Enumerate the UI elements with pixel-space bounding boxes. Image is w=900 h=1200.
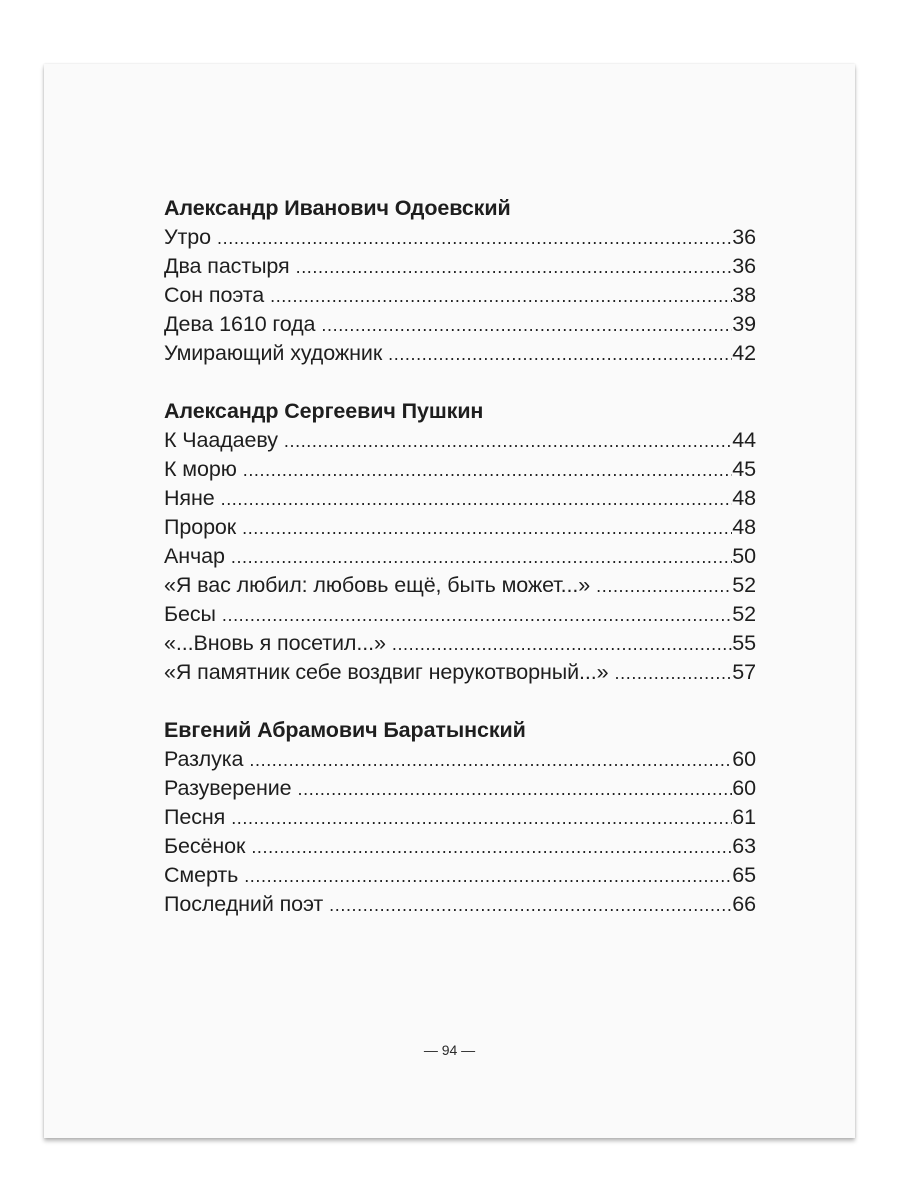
entry-page: 57 <box>732 660 756 684</box>
entry-page: 63 <box>732 834 756 858</box>
entry-title: К морю <box>164 457 237 481</box>
entry-title: Бесёнок <box>164 834 246 858</box>
toc-section-pushkin <box>164 397 756 687</box>
dot-leader <box>284 427 732 456</box>
entry-page: 36 <box>732 225 756 249</box>
toc-entry <box>164 774 756 803</box>
author-heading: Александр Иванович Одоевский <box>164 196 511 220</box>
toc-entry <box>164 890 756 919</box>
page-number: — 94 — <box>423 1042 476 1058</box>
toc-entry <box>164 629 756 658</box>
toc-entry <box>164 455 756 484</box>
entry-page: 50 <box>732 544 756 568</box>
dot-leader <box>298 775 733 804</box>
dot-leader <box>231 804 732 833</box>
toc-entry <box>164 600 756 629</box>
entry-page: 52 <box>732 602 756 626</box>
entry-title: Сон поэта <box>164 283 265 307</box>
entry-page: 60 <box>732 776 756 800</box>
dot-leader <box>392 630 732 659</box>
toc-entry <box>164 310 756 339</box>
entry-page: 60 <box>732 747 756 771</box>
dot-leader <box>217 224 732 253</box>
entry-page: 38 <box>732 283 756 307</box>
toc-entry <box>164 513 756 542</box>
toc-entry <box>164 832 756 861</box>
toc-entry <box>164 803 756 832</box>
toc-entry <box>164 745 756 774</box>
author-heading: Евгений Абрамович Баратынский <box>164 718 526 742</box>
toc-entry <box>164 571 756 600</box>
entry-title: Пророк <box>164 515 237 539</box>
entry-title: Анчар <box>164 544 225 568</box>
entry-title: Смерть <box>164 863 239 887</box>
entry-page: 48 <box>732 486 756 510</box>
entry-page: 61 <box>732 805 756 829</box>
toc-entry <box>164 658 756 687</box>
entry-page: 65 <box>732 863 756 887</box>
entry-title: Утро <box>164 225 212 249</box>
entry-title: Два пастыря <box>164 254 290 278</box>
entry-page: 39 <box>732 312 756 336</box>
entry-title: Последний поэт <box>164 892 324 916</box>
entry-title: Няне <box>164 486 215 510</box>
entry-page: 48 <box>732 515 756 539</box>
toc-entry <box>164 484 756 513</box>
toc-entry <box>164 426 756 455</box>
entry-title: Разуверение <box>164 776 292 800</box>
dot-leader <box>270 282 732 311</box>
entry-title: К Чаадаеву <box>164 428 278 452</box>
toc-entry <box>164 252 756 281</box>
toc-entry <box>164 861 756 890</box>
entry-page: 52 <box>732 573 756 597</box>
entry-title: Умирающий художник <box>164 341 383 365</box>
book-page <box>44 64 855 1138</box>
dot-leader <box>222 601 732 630</box>
entry-title: «...Вновь я посетил...» <box>164 631 386 655</box>
dot-leader <box>251 833 732 862</box>
dot-leader <box>615 659 733 688</box>
entry-page: 45 <box>732 457 756 481</box>
dot-leader <box>243 456 733 485</box>
dot-leader <box>242 514 732 543</box>
dot-leader <box>249 746 732 775</box>
entry-title: Разлука <box>164 747 244 771</box>
entry-page: 66 <box>732 892 756 916</box>
entry-page: 42 <box>732 341 756 365</box>
dot-leader <box>244 862 732 891</box>
author-heading: Александр Сергеевич Пушкин <box>164 399 484 423</box>
toc-section-odoevsky <box>164 194 756 368</box>
entry-title: Песня <box>164 805 226 829</box>
entry-page: 44 <box>732 428 756 452</box>
entry-page: 36 <box>732 254 756 278</box>
dot-leader <box>329 891 732 920</box>
dot-leader <box>388 340 732 369</box>
entry-title: «Я вас любил: любовь ещё, быть может...» <box>164 573 591 597</box>
dot-leader <box>596 572 732 601</box>
entry-title: «Я памятник себе воздвиг нерукотворный...» <box>164 660 609 684</box>
toc-section-baratynsky <box>164 716 756 919</box>
toc-entry <box>164 339 756 368</box>
toc-entry <box>164 223 756 252</box>
dot-leader <box>296 253 733 282</box>
entry-title: Бесы <box>164 602 216 626</box>
entry-title: Дева 1610 года <box>164 312 316 336</box>
toc-entry <box>164 281 756 310</box>
toc-entry <box>164 542 756 571</box>
dot-leader <box>221 485 733 514</box>
table-of-contents <box>164 194 756 948</box>
entry-page: 55 <box>732 631 756 655</box>
dot-leader <box>321 311 732 340</box>
dot-leader <box>231 543 732 572</box>
